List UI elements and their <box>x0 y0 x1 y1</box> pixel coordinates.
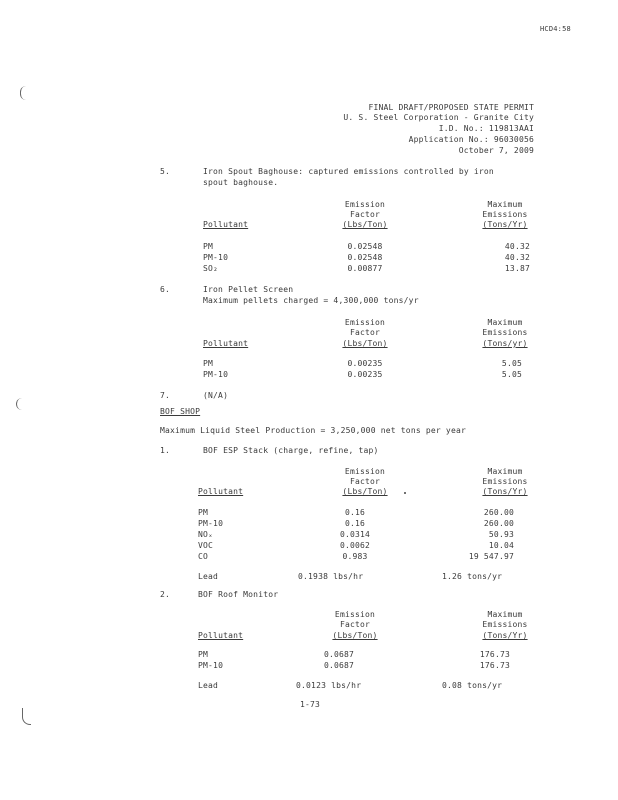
table-cell-max: 40.32 <box>504 253 530 262</box>
table-cell-max: 13.87 <box>504 264 530 273</box>
section-number: 7. <box>160 391 171 400</box>
section-description: Iron Pellet Screen <box>203 285 294 294</box>
table-cell-ef: 0.02548 <box>347 242 383 251</box>
stray-dot <box>404 492 406 494</box>
table-cell-max: 5.05 <box>501 370 522 379</box>
table-cell-ef: 0.02548 <box>347 253 383 262</box>
header-date: October 7, 2009 <box>458 146 534 155</box>
section-description: BOF Roof Monitor <box>198 590 279 599</box>
doc-code: HCD4:58 <box>540 25 571 33</box>
col-header-max: Emissions <box>482 328 528 337</box>
col-header-pollutant: Pollutant <box>203 339 249 348</box>
lead-rate: 0.1938 lbs/hr <box>298 572 364 581</box>
table-cell-max: 176.73 <box>479 650 510 659</box>
section-title: BOF SHOP <box>160 407 201 416</box>
col-header-ef: (Lbs/Ton) <box>342 487 388 496</box>
table-cell-pollutant: PM <box>203 359 214 368</box>
table-cell-ef: 0.0687 <box>323 661 355 670</box>
col-header-ef: (Lbs/Ton) <box>342 220 388 229</box>
col-header-max: Maximum <box>487 610 523 619</box>
col-header-ef: Emission <box>344 200 386 209</box>
header-id: I.D. No.: 119813AAI <box>438 124 534 133</box>
col-header-ef: Emission <box>334 610 376 619</box>
col-header-max: Emissions <box>482 477 528 486</box>
col-header-max: (Tons/Yr) <box>482 631 528 640</box>
col-header-pollutant: Pollutant <box>198 487 244 496</box>
table-cell-pollutant: VOC <box>198 541 214 550</box>
table-cell-ef: 0.00235 <box>347 370 383 379</box>
table-cell-pollutant: PM-10 <box>203 253 229 262</box>
table-cell-ef: 0.0687 <box>323 650 355 659</box>
table-cell-max: 260.00 <box>483 519 514 528</box>
col-header-ef: Emission <box>344 318 386 327</box>
col-header-ef: (Lbs/Ton) <box>342 339 388 348</box>
section-description: Maximum pellets charged = 4,300,000 tons/yr <box>203 296 419 305</box>
section-number: 2. <box>160 590 171 599</box>
section-description: spout baghouse. <box>203 178 279 187</box>
section-description: BOF ESP Stack (charge, refine, tap) <box>203 446 379 455</box>
table-cell-pollutant: PM-10 <box>198 661 224 670</box>
table-cell-pollutant: PM <box>198 650 209 659</box>
section-number: 1. <box>160 446 171 455</box>
binding-mark-top <box>20 86 26 100</box>
table-cell-max: 5.05 <box>501 359 522 368</box>
col-header-max: (Tons/yr) <box>482 339 528 348</box>
table-cell-max: 10.04 <box>488 541 514 550</box>
table-cell-max: 176.73 <box>479 661 510 670</box>
col-header-max: Emissions <box>482 210 528 219</box>
col-header-ef: Factor <box>349 328 381 337</box>
col-header-max: (Tons/Yr) <box>482 220 528 229</box>
page-number: 1-73 <box>299 700 321 709</box>
binding-mark-mid <box>16 398 22 410</box>
table-cell-ef: 0.00235 <box>347 359 383 368</box>
col-header-max: Emissions <box>482 620 528 629</box>
col-header-max: Maximum <box>487 200 523 209</box>
table-cell-max: 50.93 <box>488 530 514 539</box>
header-company: U. S. Steel Corporation - Granite City <box>343 113 534 122</box>
lead-label: Lead <box>198 572 219 581</box>
table-cell-ef: 0.16 <box>344 519 366 528</box>
col-header-ef: (Lbs/Ton) <box>332 631 378 640</box>
section-number: 6. <box>160 285 171 294</box>
table-cell-ef: 0.983 <box>342 552 368 561</box>
col-header-ef: Factor <box>349 210 381 219</box>
table-cell-pollutant: CO <box>198 552 209 561</box>
table-cell-pollutant: PM-10 <box>198 519 224 528</box>
section-description: Iron Spout Baghouse: captured emissions controlled by iron <box>203 167 494 176</box>
col-header-pollutant: Pollutant <box>198 631 244 640</box>
col-header-max: Maximum <box>487 467 523 476</box>
lead-tons: 1.26 tons/yr <box>442 572 503 581</box>
table-cell-ef: 0.00877 <box>347 264 383 273</box>
table-cell-max: 260.00 <box>483 508 514 517</box>
production-line: Maximum Liquid Steel Production = 3,250,000 net tons per year <box>160 426 467 435</box>
table-cell-pollutant: PM-10 <box>203 370 229 379</box>
table-cell-ef: 0.0062 <box>339 541 371 550</box>
col-header-ef: Factor <box>339 620 371 629</box>
table-cell-ef: 0.0314 <box>339 530 371 539</box>
table-cell-pollutant: NOₓ <box>198 530 214 539</box>
col-header-max: (Tons/Yr) <box>482 487 528 496</box>
table-cell-max: 40.32 <box>504 242 530 251</box>
table-cell-ef: 0.16 <box>344 508 366 517</box>
section-number: 5. <box>160 167 171 176</box>
col-header-ef: Emission <box>344 467 386 476</box>
col-header-ef: Factor <box>349 477 381 486</box>
col-header-max: Maximum <box>487 318 523 327</box>
header-application: Application No.: 96030056 <box>408 135 534 144</box>
lead-label: Lead <box>198 681 219 690</box>
table-cell-pollutant: PM <box>198 508 209 517</box>
table-cell-pollutant: SO₂ <box>203 264 219 273</box>
table-cell-max: 19 547.97 <box>468 552 514 561</box>
section-description: (N/A) <box>203 391 229 400</box>
col-header-pollutant: Pollutant <box>203 220 249 229</box>
binding-mark-bottom <box>22 708 31 725</box>
lead-rate: 0.0123 lbs/hr <box>296 681 362 690</box>
table-cell-pollutant: PM <box>203 242 214 251</box>
header-title: FINAL DRAFT/PROPOSED STATE PERMIT <box>368 103 534 112</box>
lead-tons: 0.08 tons/yr <box>442 681 503 690</box>
